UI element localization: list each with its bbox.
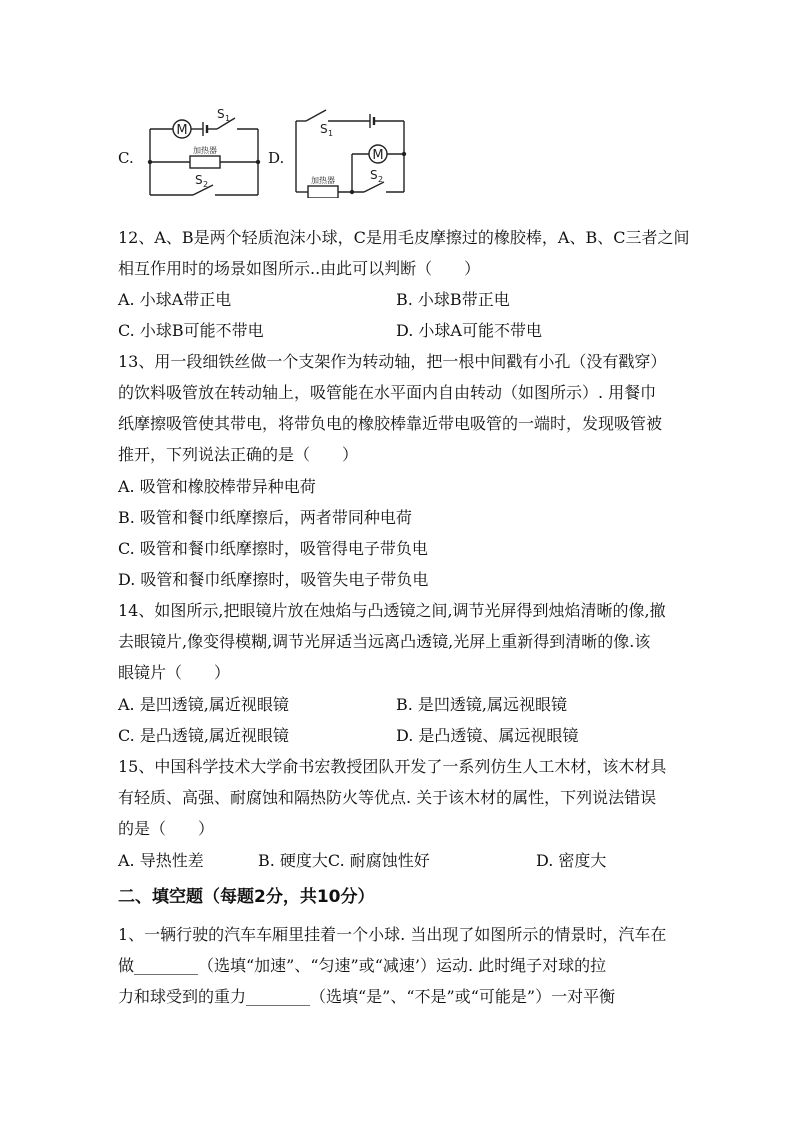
q14-option-c: C. 是凸透镜,属近视眼镜 (118, 726, 289, 745)
option-c-label: C. (118, 149, 134, 167)
q13-line-4: 推开，下列说法正确的是（ ） (118, 445, 359, 464)
q13-option-b: B. 吸管和餐巾纸摩擦后，两者带同种电荷 (118, 508, 412, 527)
switch-s1-label-d: S (320, 122, 328, 136)
q14-line-1: 14、如图所示,把眼镜片放在烛焰与凸透镜之间,调节光屏得到烛焰清晰的像,撤 (118, 601, 666, 620)
q12-option-c: C. 小球B可能不带电 (118, 321, 264, 340)
q13-line-3: 纸摩擦吸管使其带电，将带负电的橡胶棒靠近带电吸管的一端时，发现吸管被 (118, 414, 663, 433)
q13-option-a: A. 吸管和橡胶棒带异种电荷 (118, 477, 316, 496)
fill-q1-line-2: 做________（选填“加速”、“匀速”或“减速’）运动. 此时绳子对球的拉 (118, 956, 607, 975)
q13-option-c: C. 吸管和餐巾纸摩擦时，吸管得电子带负电 (118, 539, 428, 558)
fill-q1-line-3: 力和球受到的重力________（选填“是”、“不是”或“可能是”）一对平衡 (118, 987, 616, 1006)
q14-line-2: 去眼镜片,像变得模糊,调节光屏适当远离凸透镜,光屏上重新得到清晰的像.该 (118, 632, 651, 651)
q12-option-b: B. 小球B带正电 (396, 290, 510, 309)
q12-option-a: A. 小球A带正电 (118, 290, 232, 309)
switch-s2-subscript-d: 2 (378, 175, 384, 184)
q15-line-1: 15、中国科学技术大学俞书宏教授团队开发了一系列仿生人工木材，该木材具 (118, 757, 667, 776)
heater-label-d: 加热器 (311, 176, 335, 185)
option-d-label: D. (268, 149, 285, 167)
switch-s1-subscript-d: 1 (328, 129, 334, 138)
q14-line-3: 眼镜片（ ） (118, 663, 231, 682)
q15-option-d: D. 密度大 (536, 851, 607, 870)
switch-s1-subscript: 1 (225, 114, 231, 123)
switch-s2-label: S (195, 173, 203, 187)
q12-line-1: 12、A、B是两个轻质泡沫小球，C是用毛皮摩擦过的橡胶棒，A、B、C三者之间 (118, 228, 690, 247)
q15-option-b-c: B. 硬度大C. 耐腐蚀性好 (258, 851, 430, 870)
q12-option-d: D. 小球A可能不带电 (396, 321, 542, 340)
q15-option-a: A. 导热性差 (118, 851, 204, 870)
q14-option-a: A. 是凹透镜,属近视眼镜 (118, 695, 289, 714)
section-2-heading: 二、填空题（每题2分，共10分） (118, 887, 375, 907)
circuit-diagram-c (145, 108, 265, 200)
motor-label: M (176, 123, 188, 138)
q14-option-d: D. 是凸透镜、属远视眼镜 (396, 726, 579, 745)
q15-line-2: 有轻质、高强、耐腐蚀和隔热防火等优点. 关于该木材的属性，下列说法错误 (118, 788, 657, 807)
q13-line-2: 的饮料吸管放在转动轴上，吸管能在水平面内自由转动（如图所示）. 用餐巾 (118, 383, 657, 402)
motor-label-d: M (372, 148, 384, 163)
fill-q1-line-1: 1、一辆行驶的汽车车厢里挂着一个小球. 当出现了如图所示的情景时，汽车在 (118, 925, 667, 944)
switch-s2-subscript: 2 (203, 180, 209, 189)
q14-option-b: B. 是凹透镜,属远视眼镜 (396, 695, 568, 714)
switch-s1-label: S (217, 108, 225, 121)
q12-line-2: 相互作用时的场景如图所示..由此可以判断（ ） (118, 259, 481, 278)
q13-option-d: D. 吸管和餐巾纸摩擦时，吸管失电子带负电 (118, 570, 429, 589)
switch-s2-label-d: S (370, 168, 378, 182)
q15-line-3: 的是（ ） (118, 819, 215, 838)
heater-label: 加热器 (193, 146, 217, 155)
circuit-diagram-d (292, 106, 408, 198)
q13-line-1: 13、用一段细铁丝做一个支架作为转动轴，把一根中间戳有小孔（没有戳穿） (118, 352, 667, 371)
